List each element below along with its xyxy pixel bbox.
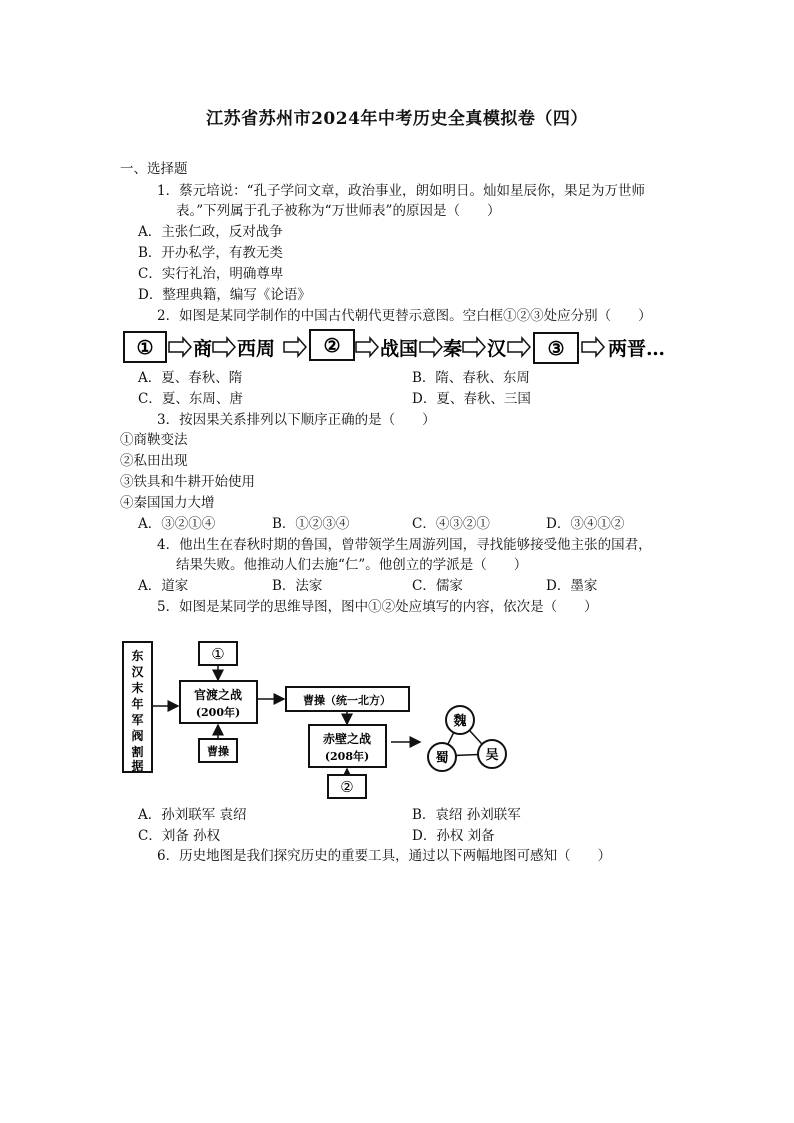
arrow-icon — [284, 338, 306, 356]
q6-stem: 6．历史地图是我们探究历史的重要工具，通过以下两幅地图可感知（ ） — [157, 848, 612, 864]
q1-stem-line1: 1．蔡元培说：“孔子学问文章，政治事业，朗如明日。灿如星辰你，果足为万世师 — [157, 183, 645, 199]
caocao-unify-label: 曹操（统一北方） — [303, 694, 391, 707]
mind-map-diagram — [118, 636, 518, 806]
blank-box-1-label: ① — [136, 337, 154, 359]
q4-stem-line1: 4．他出生在春秋时期的鲁国，曾带领学生周游列国，寻找能够接受他主张的国君， — [157, 537, 652, 553]
side-char: 割 — [131, 745, 144, 759]
q5-option-b: B．袁绍 孙刘联军 — [412, 807, 521, 823]
arrow-icon — [420, 338, 442, 356]
q4-option-c: C．儒家 — [412, 578, 463, 594]
blank-box-1-label: ① — [211, 645, 225, 663]
dynasty-shang: 商 — [193, 338, 213, 360]
side-char: 年 — [131, 697, 144, 711]
dynasty-han: 汉 — [487, 338, 507, 360]
q1-stem-line2: 表。”下列属于孔子被称为“万世师表”的原因是（ ） — [176, 203, 501, 219]
dynasty-sequence-diagram — [118, 328, 698, 368]
arrow-icon — [463, 338, 485, 356]
side-char: 末 — [131, 681, 144, 695]
side-char: 东 — [131, 649, 144, 663]
caocao-label: 曹操 — [207, 745, 229, 758]
blank-box-2-label: ② — [323, 335, 341, 357]
chibi-battle-year: (208年) — [324, 750, 370, 763]
dynasty-xizhou: 西周 — [237, 338, 276, 360]
q1-option-d: D．整理典籍，编写《论语》 — [138, 287, 311, 303]
dynasty-zhanguo: 战国 — [380, 338, 419, 360]
q3-item-3: ③铁具和牛耕开始使用 — [120, 474, 255, 490]
kingdom-shu-label: 蜀 — [435, 751, 449, 766]
q4-option-d: D．墨家 — [546, 578, 598, 594]
arrow-icon — [356, 338, 378, 356]
side-char: 阀 — [131, 729, 144, 743]
kingdom-wu-label: 吴 — [485, 748, 499, 763]
q4-stem-line2: 结果失败。他推动人们去施“仁”。他创立的学派是（ ） — [176, 557, 528, 573]
q4-option-a: A．道家 — [138, 578, 189, 594]
q1-option-b: B．开办私学，有教无类 — [138, 245, 283, 261]
q5-option-a: A．孙刘联军 袁绍 — [138, 807, 247, 823]
q1-option-c: C．实行礼治，明确尊卑 — [138, 266, 284, 282]
q3-option-c: C．④③②① — [412, 516, 490, 532]
blank-box-3-label: ③ — [547, 338, 565, 360]
page-title: 江苏省苏州市2024年中考历史全真模拟卷（四） — [206, 109, 588, 129]
chibi-battle-label: 赤壁之战 — [322, 732, 372, 746]
q2-option-b: B．隋、春秋、东周 — [412, 370, 530, 386]
q2-stem: 2．如图是某同学制作的中国古代朝代更替示意图。空白框①②③处应分别（ ） — [157, 308, 652, 324]
dynasty-qin: 秦 — [443, 338, 463, 360]
section-heading: 一、选择题 — [120, 161, 188, 177]
dynasty-liangjin: 两晋… — [608, 338, 666, 360]
q2-option-a: A．夏、春秋、隋 — [138, 370, 243, 386]
q3-option-b: B．①②③④ — [272, 516, 350, 532]
q5-option-d: D．孙权 刘备 — [412, 828, 495, 844]
arrow-icon — [508, 338, 530, 356]
q3-item-4: ④秦国国力大增 — [120, 495, 215, 511]
q3-option-a: A．③②①④ — [138, 516, 216, 532]
q3-item-2: ②私田出现 — [120, 453, 188, 469]
q4-option-b: B．法家 — [272, 578, 323, 594]
q2-option-c: C．夏、东周、唐 — [138, 391, 243, 407]
arrow-icon — [213, 338, 235, 356]
q5-stem: 5．如图是某同学的思维导图，图中①②处应填写的内容，依次是（ ） — [157, 599, 598, 615]
q1-option-a: A．主张仁政，反对战争 — [138, 224, 283, 240]
q2-option-d: D．夏、春秋、三国 — [412, 391, 531, 407]
arrow-icon — [582, 338, 604, 356]
side-char: 据 — [131, 759, 144, 773]
guandu-battle-label: 官渡之战 — [193, 688, 243, 702]
q3-stem: 3．按因果关系排列以下顺序正确的是（ ） — [157, 412, 436, 428]
q5-option-c: C．刘备 孙权 — [138, 828, 221, 844]
side-char: 军 — [131, 713, 144, 727]
kingdom-wei-label: 魏 — [453, 714, 467, 729]
q3-item-1: ①商鞅变法 — [120, 432, 188, 448]
blank-box-2-label: ② — [340, 778, 354, 796]
side-char: 汉 — [131, 665, 144, 679]
guandu-battle-year: (200年) — [195, 706, 241, 719]
q3-option-d: D．③④①② — [546, 516, 625, 532]
arrow-icon — [169, 338, 191, 356]
